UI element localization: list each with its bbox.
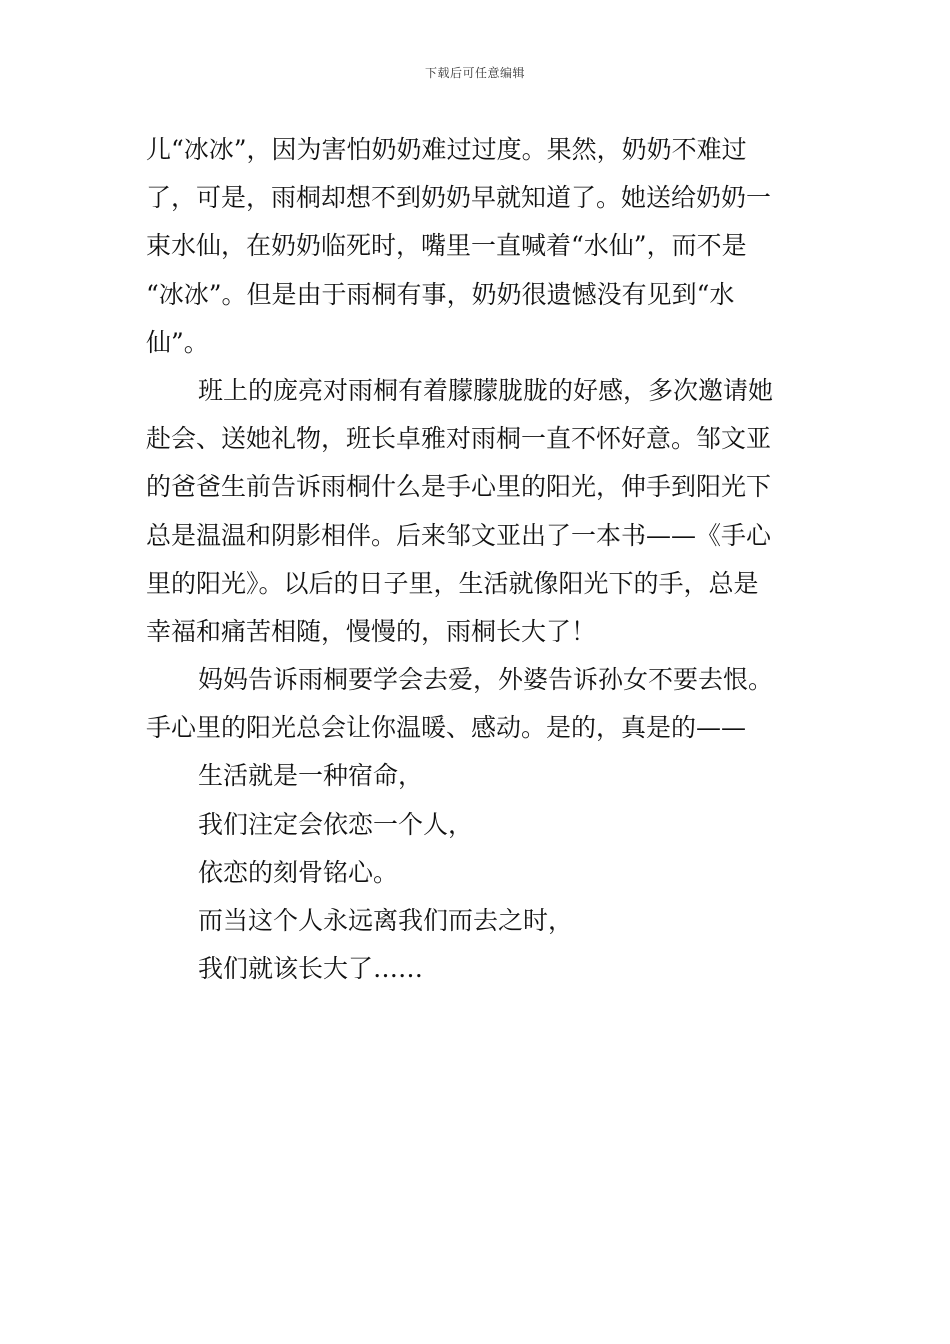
poem-block [146, 752, 810, 993]
poem-line: 生活就是一种宿命， [198, 761, 424, 791]
paragraph-2 [146, 367, 810, 656]
poem-line: 依恋的刻骨铭心。 [198, 857, 399, 887]
text-line: 束水仙，在奶奶临死时，嘴里一直喊着“水仙”，而不是 [146, 231, 747, 261]
text-line: 儿“冰冰”，因为害怕奶奶难过过度。果然，奶奶不难过 [146, 135, 747, 164]
text-line: 赴会、送她礼物，班长卓雅对雨桐一直不怀好意。邹文亚 [146, 424, 772, 454]
text-line: 班上的庞亮对雨桐有着朦朦胧胧的好感，多次邀请她 [198, 375, 774, 405]
document-body [146, 126, 810, 993]
paragraph-3 [146, 656, 810, 752]
poem-line: 我们就该长大了…… [198, 954, 424, 984]
text-line: 仙”。 [146, 327, 209, 357]
paragraph-1 [146, 126, 810, 367]
text-line: 手心里的阳光总会让你温暖、感动。是的，真是的—— [146, 713, 747, 743]
text-line: 幸福和痛苦相随，慢慢的，雨桐长大了！ [146, 616, 597, 646]
text-line: 了，可是，雨桐却想不到奶奶早就知道了。她送给奶奶一 [146, 183, 772, 213]
text-line: 里的阳光》。以后的日子里，生活就像阳光下的手，总是 [146, 568, 759, 598]
text-line: 的爸爸生前告诉雨桐什么是手心里的阳光，伸手到阳光下 [146, 472, 772, 502]
text-line: 妈妈告诉雨桐要学会去爱，外婆告诉孙女不要去恨。 [198, 665, 774, 695]
text-line: 总是温温和阴影相伴。后来邹文亚出了一本书——《手心 [146, 520, 772, 550]
poem-line: 而当这个人永远离我们而去之时， [198, 906, 574, 935]
header-note: 下载后可任意编辑 [424, 66, 525, 80]
text-line: “冰冰”。但是由于雨桐有事，奶奶很遗憾没有见到“水 [146, 279, 735, 309]
poem-line: 我们注定会依恋一个人， [198, 809, 474, 839]
